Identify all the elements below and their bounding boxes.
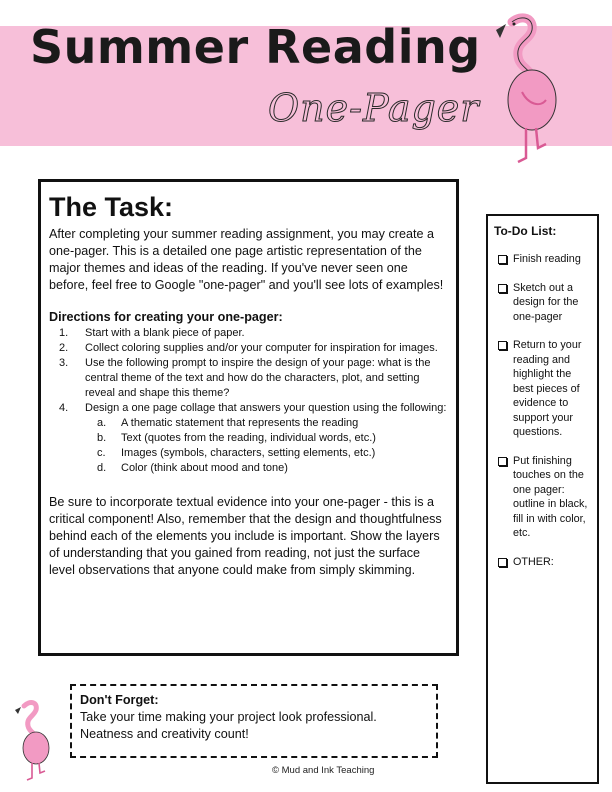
checkbox-icon[interactable] [498,558,507,567]
copyright-text: © Mud and Ink Teaching [272,765,375,776]
todo-item[interactable]: Finish reading [494,252,593,267]
flamingo-icon [488,12,560,172]
dont-forget-box [70,684,438,758]
checkbox-icon[interactable] [498,457,507,466]
todo-box [486,214,599,784]
task-heading: The Task: [49,192,174,222]
checkbox-icon[interactable] [498,284,507,293]
page-title: Summer Reading [30,20,481,74]
sub-list [85,416,450,476]
todo-item[interactable]: Return to your reading and highlight the best pieces of evidence to support your questions. [494,338,593,440]
task-closing: Be sure to incorporate textual evidence into your one-pager - this is a critical component! Also, remember that the design and thoughtfulness behind each of the elements you include is important. Show the layers of understanding that you gained from reading, not just the surface level observations that anyone could make from simply skimming. [49,495,442,577]
sub-list-item: d. Color (think about mood and tone) [97,462,288,474]
flamingo-icon [12,698,52,782]
sub-list-item: c. Images (symbols, characters, setting elements, etc.) [97,447,376,459]
list-item: 1. Start with a blank piece of paper. [59,327,245,339]
list-item: 2. Collect coloring supplies and/or your computer for inspiration for images. [59,342,438,354]
sub-list-item: b. Text (quotes from the reading, individual words, etc.) [97,432,376,444]
directions-list [49,326,456,476]
todo-title: To-Do List: [494,224,557,238]
checkbox-icon[interactable] [498,341,507,350]
task-box [38,179,459,656]
sub-list-item: a. A thematic statement that represents the reading [97,417,359,429]
todo-item[interactable]: Put finishing touches on the one pager: outline in black, fill in with color, etc. [494,454,593,541]
dont-forget-line: Take your time making your project look professional. [80,710,377,724]
page-subtitle: One-Pager [268,86,480,130]
checkbox-icon[interactable] [498,255,507,264]
todo-item[interactable]: OTHER: [494,555,593,570]
list-item: 3. Use the following prompt to inspire the design of your page: what is the central theme of the text and how do the characters, plot, and setting reveal and shape this theme? [59,357,431,399]
list-item: 4. Design a one page collage that answers your question using the following: a. A thematic statement that represents the reading b. Text (quotes from the reading, individual words, etc.) c. Images (symbols, characters, setting elements, etc.) d. Color (think about mood and tone) [49,401,450,476]
dont-forget-line: Neatness and creativity count! [80,727,249,741]
directions-heading: Directions for creating your one-pager: [49,310,283,324]
task-intro: After completing your summer reading assignment, you may create a one-pager. This is a detailed one page artistic representation of the major themes and ideas of the reading. If you've never seen one before, feel free to Google "one-pager" and you'll see lots of examples! [49,227,444,292]
todo-item[interactable]: Sketch out a design for the one-pager [494,281,593,325]
dont-forget-title: Don't Forget: [80,693,159,707]
